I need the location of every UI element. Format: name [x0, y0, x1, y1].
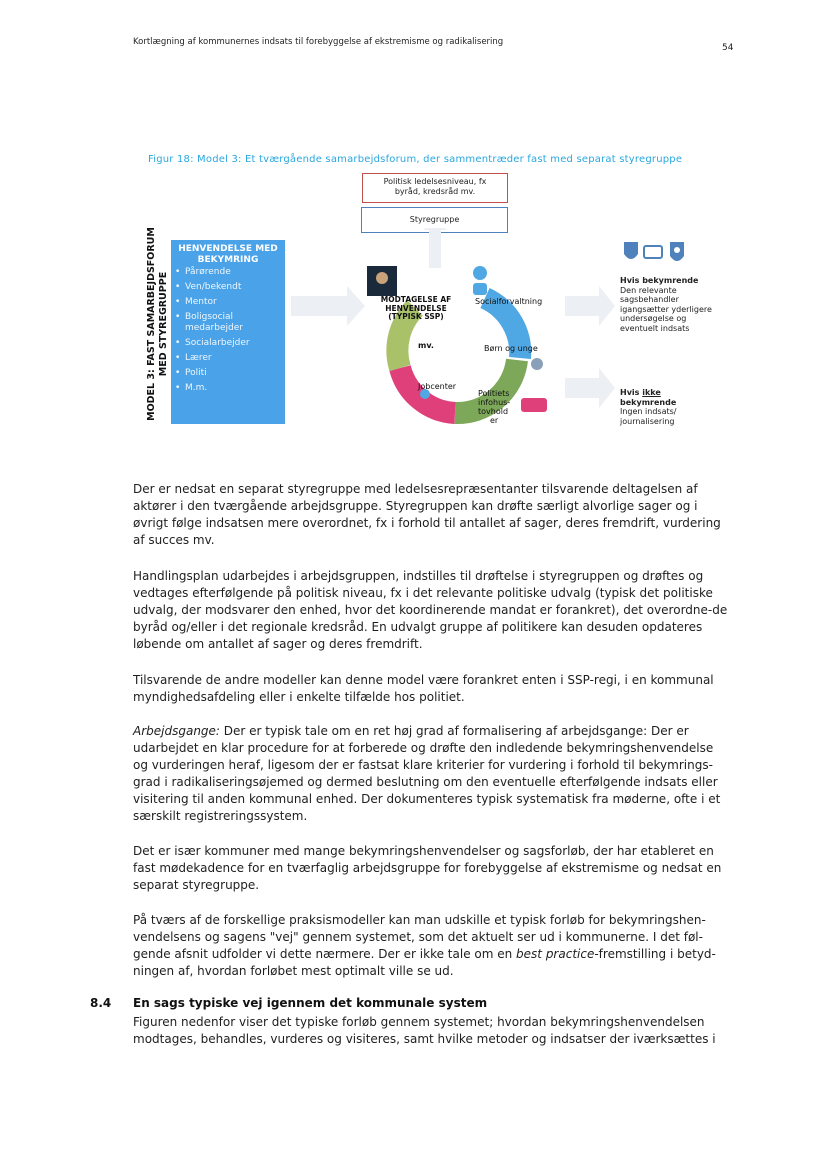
page-number: 54: [722, 43, 734, 53]
paragraph-6: [133, 912, 731, 980]
paragraph-6-after: -fremstilling i betyd-ningen af, hvordan forløbet mest optimalt ville se ud.: [133, 947, 716, 978]
social-services-label: Socialforvaltning: [475, 297, 543, 306]
jobcenter-label: Jobcenter: [418, 382, 457, 391]
mv-label: mv.: [418, 341, 434, 350]
steering-group-box: Styregruppe: [361, 207, 508, 233]
right-arrow-faint-2: [565, 368, 615, 408]
concern-no-line1: Ingen indsats/: [620, 407, 677, 416]
concern-no-title2: bekymrende: [620, 397, 677, 407]
chat-icon: [644, 246, 662, 258]
concern-sources-box: [171, 240, 285, 424]
concern-yes-line4: undersøgelse og: [620, 314, 687, 323]
paragraph-1: Der er nedsat en separat styregruppe med ledelsesrepræsentanter tilsvarende deltagelsen af aktører i den tværgående arbejdsgruppe. Styregruppen kan drøfte særligt alvorlige sager og i øvrigt følge indsatsen mere overordnet, fx i forhold til antallet af sager, deres fremdrift, vurdering af succes mv.: [133, 482, 721, 547]
reception-line1: MODTAGELSE AF: [380, 295, 452, 304]
concern-no-prefix: Hvis: [620, 388, 643, 397]
person-icon-right: [531, 358, 543, 370]
police-label: [478, 389, 510, 425]
section-title: En sags typiske vej igennem det kommunale system: [133, 996, 488, 1010]
concern-sources-list: [175, 267, 283, 398]
list-item: • Lærer: [175, 353, 283, 364]
police-line4: er: [490, 416, 499, 425]
side-label-line2: MED STYREGRUPPE: [158, 271, 169, 377]
concern-title-line1: HENVENDELSE MED: [178, 244, 278, 254]
chat-bubble-icon: [521, 398, 547, 412]
list-item: • Socialarbejder: [175, 338, 283, 349]
concern-no-emph: ikke: [642, 388, 661, 397]
paragraph-6-italic: best practice: [516, 947, 595, 961]
concern-no-note: [620, 388, 676, 426]
list-item: • Mentor: [175, 297, 283, 308]
paragraph-6-before: På tværs af de forskellige praksismodeller kan man udskille et typisk forløb for bekymringshen-vendelsens og sagens "vej" gennem systemet, som det aktuelt ser ud i kommunerne. I det føl-gende afsnit udfolder vi dette nærmere. Der er ikke tale om en: [133, 913, 706, 961]
list-item: • M.m.: [175, 383, 283, 394]
concern-yes-line2: sagsbehandler: [620, 295, 679, 304]
list-item: • Ven/bekendt: [175, 282, 283, 293]
cycle-diagram: [285, 228, 615, 438]
list-item: • Politi: [175, 368, 283, 379]
children-youth-label: Børn og unge: [484, 344, 538, 353]
left-arrow-faint: [291, 286, 365, 326]
concern-sources-title: [171, 244, 285, 266]
right-arrow-faint: [565, 286, 615, 326]
person-icon-head: [376, 272, 388, 284]
paragraph-4: [133, 723, 731, 825]
paragraph-4-rest: Der er typisk tale om en ret høj grad af formalisering af arbejdsgange: Der er udarbejdet en klar procedure for at forberede og drøfte den indledende bekymringshenvendelse og vurderingen heraf, ligesom der er fastsat klare kriterier for vurdering i forhold til bekymrings-grad i radikaliseringsøjemed og dermed beslutning om den eventuelle efterfølgende indsats eller visitering til anden kommunal enhed. Der dokumenteres typisk systematisk fra møderne, ofte i et særskilt registreringssystem.: [133, 724, 721, 823]
paragraph-7: Figuren nedenfor viser det typiske forløb gennem systemet; hvordan bekymringshenvendelsen modtages, behandles, vurderes og visiteres, samt hvilke metoder og indsatser der iværksættes i: [133, 1015, 716, 1046]
person-icon-blue-body: [473, 283, 487, 295]
side-label-line1: MODEL 3: FAST SAMARBEJDSFORUM: [146, 227, 157, 421]
up-arrow-faint: [423, 228, 447, 268]
political-box-line2: byråd, kredsråd mv.: [394, 187, 476, 196]
paragraph-2: Handlingsplan udarbejdes i arbejdsgruppen, indstilles til drøftelse i styregruppen og drøftes og vedtages efterfølgende på politisk niveau, fx i det relevante politiske udvalg (typisk det politiske udvalg, der modsvarer den enhed, hvor det koordinerende mandat er forankret), det overordne-de byråd og/eller i det regionale kredsråd. En udvalgt gruppe af politikere kan desuden opdateres løbende om antallet af sager og deres fremdrift.: [133, 569, 728, 651]
reception-line2: HENVENDELSE: [385, 303, 447, 313]
list-item: • Pårørende: [175, 267, 283, 278]
shield-icon: [624, 242, 638, 259]
list-item: • Boligsocial medarbejder: [175, 312, 283, 334]
concern-yes-note: [620, 276, 712, 333]
paragraph-4-lead: Arbejdsgange:: [133, 724, 220, 738]
police-line2: infohus-: [478, 398, 511, 407]
model-side-label: [148, 218, 168, 430]
police-line3: tovhold: [478, 407, 509, 416]
concern-icons: [620, 240, 692, 268]
political-box-line1: Politisk ledelsesniveau, fx: [383, 177, 487, 186]
reception-label: [371, 296, 461, 322]
political-level-box: [362, 173, 508, 203]
section-number: 8.4: [90, 996, 112, 1010]
star-icon: [674, 247, 680, 253]
person-icon-blue: [473, 266, 487, 280]
concern-title-line2: BEKYMRING: [197, 255, 259, 265]
paragraph-5: Det er især kommuner med mange bekymringshenvendelser og sagsforløb, der har etableret en fast mødekadence for en tværfaglig arbejdsgruppe for forebyggelse af ekstremisme og nedsat en separat styregruppe.: [133, 844, 722, 892]
police-line1: Politiets: [478, 389, 510, 398]
cycle-center: [433, 324, 493, 384]
running-header: Kortlægning af kommunernes indsats til forebyggelse af ekstremisme og radikalisering: [133, 37, 504, 47]
reception-line3: (TYPISK SSP): [388, 312, 444, 321]
concern-yes-line5: eventuelt indsats: [620, 323, 690, 333]
concern-yes-line3: igangsætter yderligere: [620, 304, 712, 314]
concern-yes-line1: Den relevante: [620, 285, 677, 295]
concern-yes-title: Hvis bekymrende: [620, 276, 699, 285]
figure-caption: Figur 18: Model 3: Et tværgående samarbejdsforum, der sammentræder fast med separat styregruppe: [148, 154, 683, 165]
concern-no-line2: journalisering: [620, 416, 675, 426]
paragraph-3: Tilsvarende de andre modeller kan denne model være forankret enten i SSP-regi, i en kommunal myndighedsafdeling eller i enkelte tilfælde hos politiet.: [133, 673, 714, 704]
